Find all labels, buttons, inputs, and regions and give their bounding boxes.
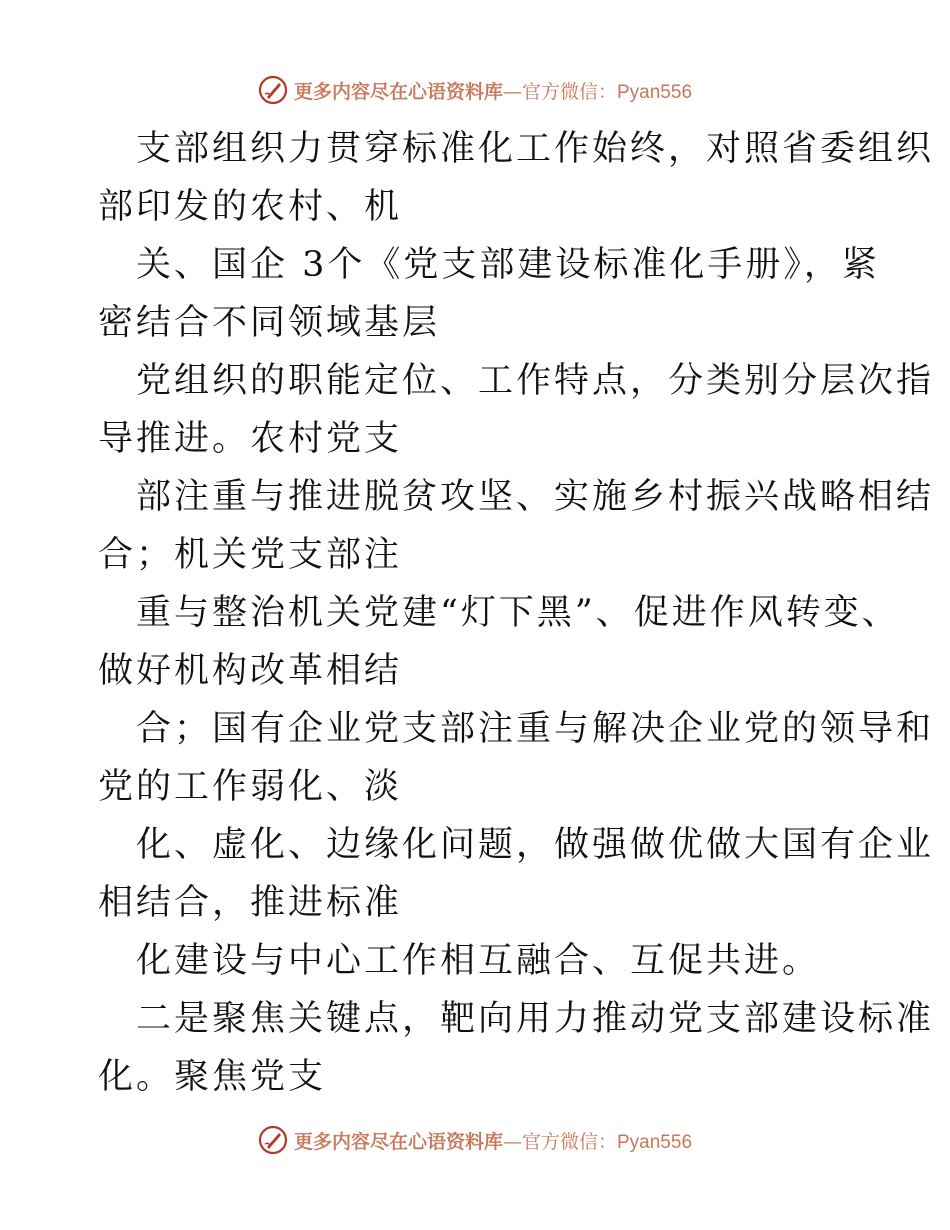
text-line: 部印发的农村、机 — [98, 187, 403, 227]
text-line: 合；国有企业党支部注重与解决企业党的领导和 — [136, 709, 935, 749]
text-line: 部注重与推进脱贫攻坚、实施乡村振兴战略相结 — [136, 477, 935, 517]
text-line: 二是聚焦关键点，靶向用力推动党支部建设标准 — [136, 999, 935, 1039]
text-line: 导推进。农村党支 — [98, 419, 403, 459]
footer-banner-text — [294, 1127, 692, 1154]
header-banner-wechat: 官方微信：Pyan556 — [522, 81, 693, 103]
header-banner-main: 更多内容尽在心语资料库 — [293, 80, 503, 103]
document-body — [98, 120, 935, 1106]
quill-pen-logo-icon — [258, 1125, 288, 1155]
header-banner-separator: — — [503, 80, 522, 103]
text-line: 做好机构改革相结 — [98, 651, 403, 691]
text-line: 相结合，推进标准 — [98, 883, 403, 923]
header-banner-text — [294, 77, 692, 104]
text-line: 党的工作弱化、淡 — [98, 767, 403, 807]
footer-banner — [0, 1120, 950, 1160]
footer-banner-separator: — — [503, 1130, 522, 1153]
footer-banner-wechat: 官方微信：Pyan556 — [522, 1131, 693, 1153]
text-line: 党组织的职能定位、工作特点，分类别分层次指 — [136, 361, 935, 401]
text-line: 化。聚焦党支 — [98, 1057, 327, 1097]
text-line: 化、虚化、边缘化问题，做强做优做大国有企业 — [136, 825, 935, 865]
text-line: 重与整治机关党建“灯下黑”、促进作风转变、 — [136, 593, 900, 633]
text-line: 合；机关党支部注 — [98, 535, 403, 575]
quill-pen-logo-icon — [258, 75, 288, 105]
text-line: 支部组织力贯穿标准化工作始终，对照省委组织 — [136, 129, 935, 169]
text-line: 密结合不同领域基层 — [98, 303, 441, 343]
footer-banner-main: 更多内容尽在心语资料库 — [293, 1130, 503, 1153]
header-banner — [0, 70, 950, 110]
text-line: 化建设与中心工作相互融合、互促共进。 — [136, 941, 821, 981]
text-line: 关、国企 3个《党支部建设标准化手册》，紧 — [136, 245, 880, 285]
